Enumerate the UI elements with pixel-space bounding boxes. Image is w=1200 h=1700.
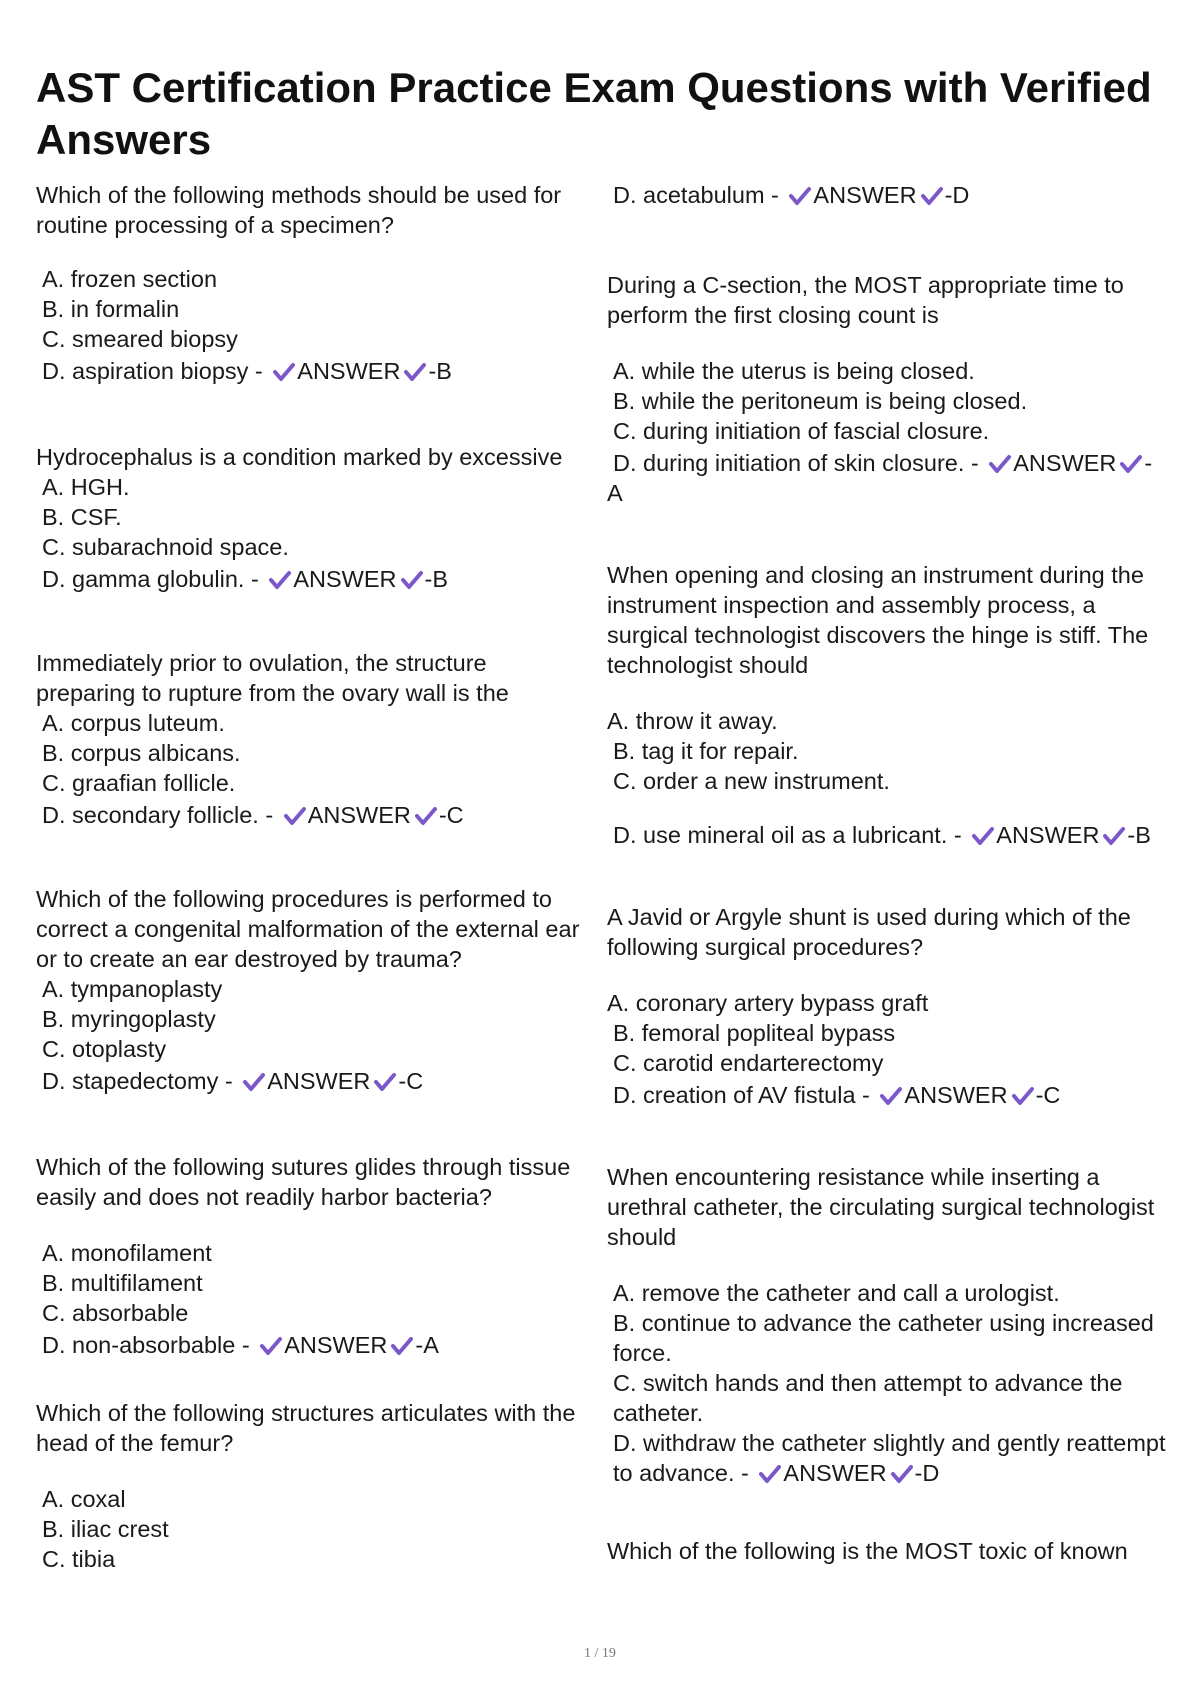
checkmark-icon xyxy=(284,806,306,826)
option-a: A. remove the catheter and call a urologist. xyxy=(613,1280,1060,1306)
option-d: D. withdraw the catheter slightly and gently reattempt to advance. - xyxy=(613,1430,1166,1486)
question-block xyxy=(36,442,591,594)
question-stem: Which of the following structures articulates with the head of the femur? xyxy=(36,1400,576,1456)
answer-value: -B xyxy=(428,358,452,384)
question-stem: Which of the following sutures glides through tissue easily and does not readily harbor bacteria? xyxy=(36,1154,571,1210)
checkmark-icon xyxy=(374,1072,396,1092)
option-d: D. aspiration biopsy - xyxy=(42,358,263,384)
option-c: C. smeared biopsy xyxy=(42,326,238,352)
answer-label: ANSWER xyxy=(783,1460,887,1486)
option-d: D. creation of AV fistula - xyxy=(613,1082,870,1108)
option-a: A. throw it away. xyxy=(607,708,778,734)
option-a: A. corpus luteum. xyxy=(42,710,225,736)
checkmark-icon xyxy=(1103,826,1125,846)
question-block xyxy=(36,1398,591,1574)
answer-label: ANSWER xyxy=(904,1082,1008,1108)
option-a: A. monofilament xyxy=(42,1240,212,1266)
question-block xyxy=(36,180,591,386)
option-a: A. frozen section xyxy=(42,266,218,292)
page-title: AST Certification Practice Exam Questions with Verified Answers xyxy=(36,64,1152,164)
option-c: C. switch hands and then attempt to advance the catheter. xyxy=(613,1370,1123,1426)
option-d-with-answer xyxy=(607,180,1172,210)
answer-label: ANSWER xyxy=(307,802,411,828)
answer-value: -D xyxy=(944,182,970,208)
option-a: A. coronary artery bypass graft xyxy=(607,990,929,1016)
checkmark-icon xyxy=(269,570,291,590)
question-block xyxy=(607,902,1172,1110)
question-block xyxy=(607,180,1172,210)
option-b: B. iliac crest xyxy=(42,1516,169,1542)
answer-value: -A xyxy=(415,1332,439,1358)
checkmark-icon xyxy=(260,1336,282,1356)
option-c: C. carotid endarterectomy xyxy=(613,1050,884,1076)
option-d-with-answer xyxy=(36,1066,591,1096)
option-c: C. tibia xyxy=(42,1546,116,1572)
option-c: C. absorbable xyxy=(42,1300,189,1326)
question-stem: During a C-section, the MOST appropriate time to perform the first closing count is xyxy=(607,272,1124,328)
option-d: D. secondary follicle. - xyxy=(42,802,274,828)
answer-value: -C xyxy=(1035,1082,1061,1108)
checkmark-icon xyxy=(391,1336,413,1356)
option-d-with-answer xyxy=(607,1428,1172,1488)
question-stem: When encountering resistance while inserting a urethral catheter, the circulating surgical technologist should xyxy=(607,1164,1155,1250)
question-stem: Which of the following is the MOST toxic of known xyxy=(607,1538,1128,1564)
option-c: C. graafian follicle. xyxy=(42,770,236,796)
option-d: D. non-absorbable - xyxy=(42,1332,250,1358)
option-d-with-answer xyxy=(607,1080,1172,1110)
option-d-with-answer xyxy=(36,1330,591,1360)
checkmark-icon xyxy=(401,570,423,590)
checkmark-icon xyxy=(404,362,426,382)
answer-value: -B xyxy=(424,566,449,592)
answer-value: -D xyxy=(914,1460,940,1486)
question-block xyxy=(36,1152,591,1360)
answer-label: ANSWER xyxy=(996,822,1100,848)
checkmark-icon xyxy=(1120,454,1142,474)
checkmark-icon xyxy=(273,362,295,382)
option-d: D. stapedectomy - xyxy=(42,1068,233,1094)
question-block xyxy=(607,1536,1172,1566)
question-stem: A Javid or Argyle shunt is used during which of the following surgical procedures? xyxy=(607,904,1131,960)
answer-label: ANSWER xyxy=(1013,450,1117,476)
checkmark-icon xyxy=(243,1072,265,1092)
option-c: C. order a new instrument. xyxy=(613,768,890,794)
question-stem: Hydrocephalus is a condition marked by excessive xyxy=(36,444,563,470)
checkmark-icon xyxy=(1012,1086,1034,1106)
option-d: D. use mineral oil as a lubricant. - xyxy=(613,822,962,848)
answer-label: ANSWER xyxy=(267,1068,371,1094)
question-stem: Which of the following procedures is performed to correct a congenital malformation of the external ear or to create an ear destroyed by trauma? xyxy=(36,886,580,972)
option-b: B. continue to advance the catheter using increased force. xyxy=(613,1310,1154,1366)
checkmark-icon xyxy=(891,1464,913,1484)
option-a: A. tympanoplasty xyxy=(42,976,223,1002)
option-d-with-answer xyxy=(607,820,1172,850)
option-c: C. subarachnoid space. xyxy=(42,534,289,560)
answer-value: -B xyxy=(1127,822,1151,848)
answer-value-wrapped: A xyxy=(607,480,623,506)
checkmark-icon xyxy=(989,454,1011,474)
option-d: D. acetabulum - xyxy=(613,182,779,208)
option-b: B. in formalin xyxy=(42,296,180,322)
option-b: B. multifilament xyxy=(42,1270,203,1296)
question-stem: Which of the following methods should be used for routine processing of a specimen? xyxy=(36,182,562,238)
option-b: B. tag it for repair. xyxy=(613,738,799,764)
option-c: C. otoplasty xyxy=(42,1036,167,1062)
answer-label: ANSWER xyxy=(284,1332,388,1358)
question-stem: Immediately prior to ovulation, the structure preparing to rupture from the ovary wall is the xyxy=(36,650,509,706)
answer-label: ANSWER xyxy=(293,566,397,592)
left-column xyxy=(36,180,591,1574)
option-d: D. gamma globulin. - xyxy=(42,566,259,592)
checkmark-icon xyxy=(921,186,943,206)
option-d-with-answer xyxy=(607,448,1172,478)
question-block xyxy=(607,270,1172,508)
answer-value: -C xyxy=(398,1068,424,1094)
checkmark-icon xyxy=(880,1086,902,1106)
option-b: B. myringoplasty xyxy=(42,1006,216,1032)
option-d-with-answer xyxy=(36,800,591,830)
page-indicator: 1 / 19 xyxy=(584,1646,616,1661)
option-a: A. HGH. xyxy=(42,474,130,500)
answer-value: - xyxy=(1144,450,1153,476)
checkmark-icon xyxy=(972,826,994,846)
question-block xyxy=(607,1162,1172,1488)
answer-label: ANSWER xyxy=(813,182,917,208)
checkmark-icon xyxy=(415,806,437,826)
option-d: D. during initiation of skin closure. - xyxy=(613,450,979,476)
option-b: B. CSF. xyxy=(42,504,122,530)
checkmark-icon xyxy=(789,186,811,206)
option-c: C. during initiation of fascial closure. xyxy=(613,418,990,444)
option-d-with-answer xyxy=(36,564,591,594)
checkmark-icon xyxy=(759,1464,781,1484)
option-a: A. coxal xyxy=(42,1486,126,1512)
option-b: B. corpus albicans. xyxy=(42,740,241,766)
question-block xyxy=(36,884,591,1096)
option-b: B. femoral popliteal bypass xyxy=(613,1020,896,1046)
question-block xyxy=(36,648,591,830)
answer-value: -C xyxy=(438,802,464,828)
answer-label: ANSWER xyxy=(297,358,401,384)
right-column xyxy=(607,180,1172,1566)
question-block xyxy=(607,560,1172,850)
option-b: B. while the peritoneum is being closed. xyxy=(613,388,1028,414)
option-d-with-answer xyxy=(36,356,591,386)
option-a: A. while the uterus is being closed. xyxy=(613,358,975,384)
question-stem: When opening and closing an instrument during the instrument inspection and assembly process, a surgical technologist discovers the hinge is stiff. The technologist should xyxy=(607,562,1149,678)
